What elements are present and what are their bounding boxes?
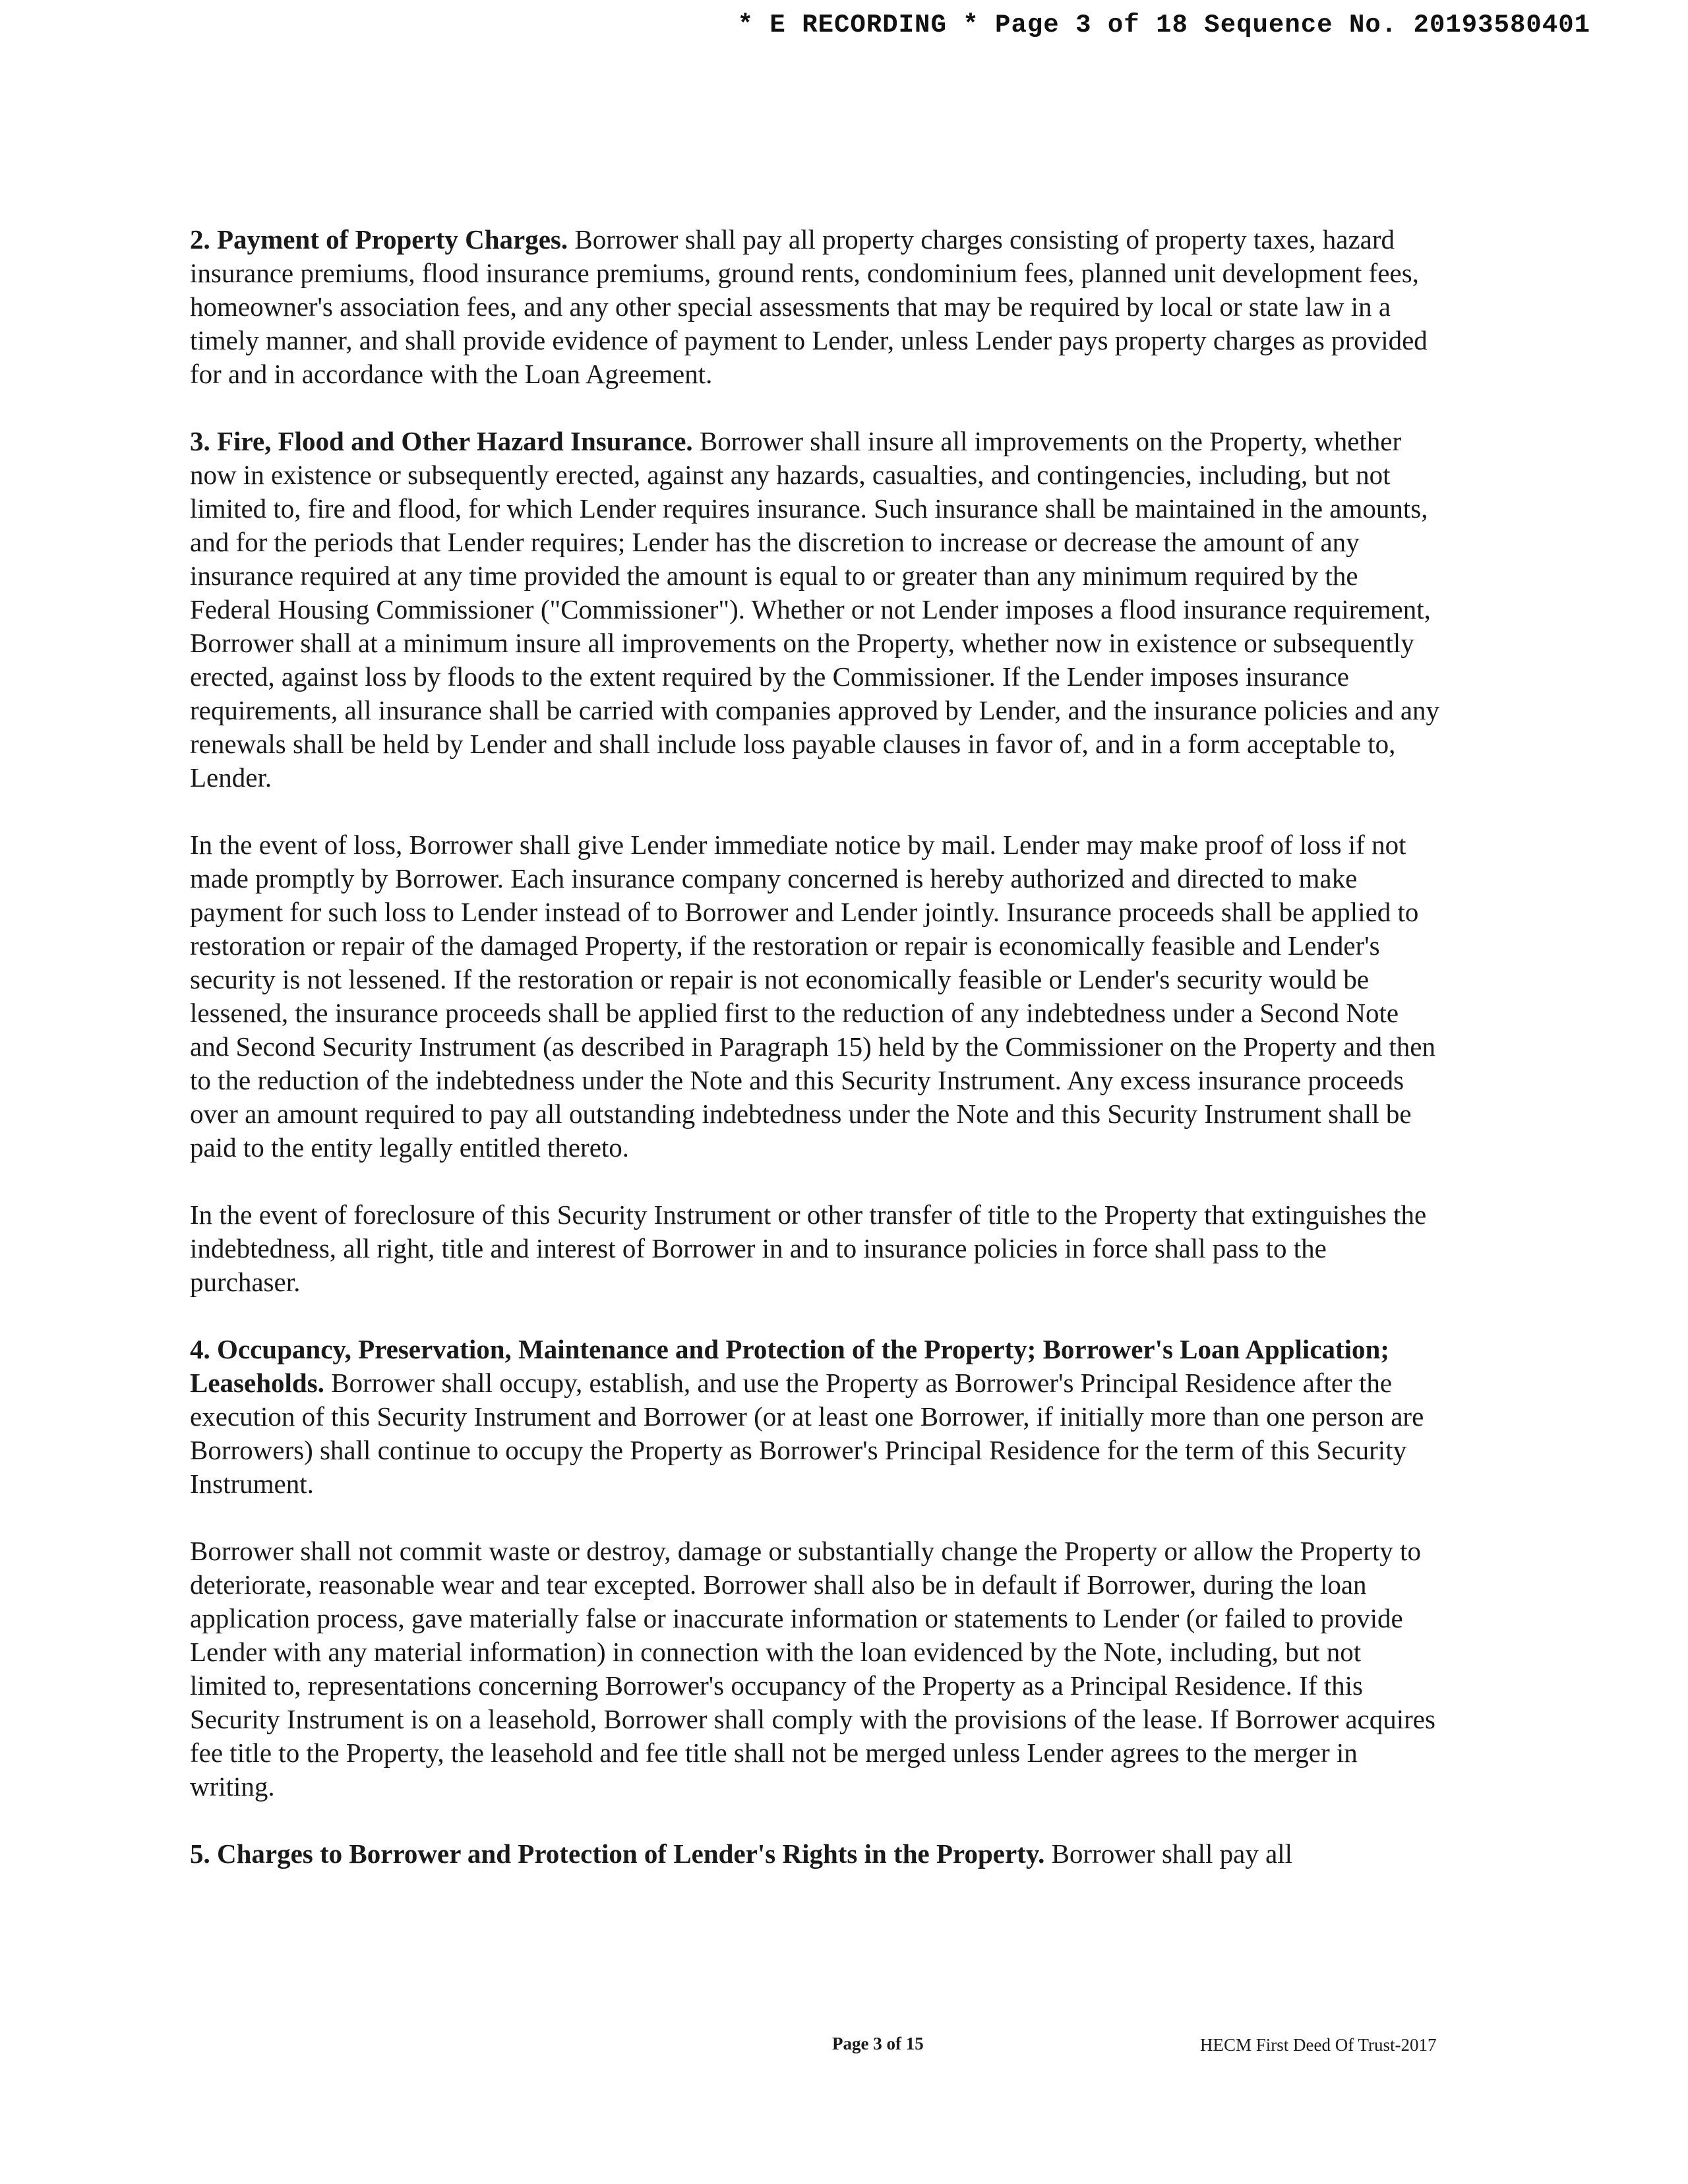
paragraph-event-of-foreclosure — [190, 1198, 1443, 1299]
paragraph-text: In the event of foreclosure of this Security Instrument or other transfer of title to the Property that extinguishes the indebtedness, all right, title and interest of Borrower in and to insurance policies in force shall pass to the purchaser. — [190, 1199, 1427, 1297]
paragraph-text: Borrower shall occupy, establish, and use the Property as Borrower's Principal Residence after the execution of this Security Instrument and Borrower (or at least one Borrower, if initially more than one person are Borrowers) shall continue to occupy the Property as Borrower's Principal Residence for the term of this Security Instrument. — [190, 1368, 1424, 1499]
paragraph-event-of-loss — [190, 828, 1443, 1165]
paragraph-text: In the event of loss, Borrower shall give Lender immediate notice by mail. Lender may make proof of loss if not made promptly by Borrower. Each insurance company concerned is hereby authorized and directed to make payment for such loss to Lender instead of to Borrower and Lender jointly. Insurance proceeds shall be applied to restoration or repair of the damaged Property, if the restoration or repair is economically feasible and Lender's security is not lessened. If the restoration or repair is not economically feasible or Lender's security would be lessened, the insurance proceeds shall be applied first to the reduction of any indebtedness under a Second Note and Second Security Instrument (as described in Paragraph 15) held by the Commissioner on the Property and then to the reduction of the indebtedness under the Note and this Security Instrument. Any excess insurance proceeds over an amount required to pay all outstanding indebtedness under the Note and this Security Instrument shall be paid to the entity legally entitled thereto. — [190, 830, 1435, 1163]
paragraph-waste-default — [190, 1534, 1443, 1804]
section-heading: 5. Charges to Borrower and Protection of Lender's Rights in the Property. — [190, 1838, 1045, 1869]
paragraph-payment-of-property-charges — [190, 223, 1443, 391]
paragraph-text: Borrower shall not commit waste or destroy, damage or substantially change the Property or allow the Property to deteriorate, reasonable wear and tear excepted. Borrower shall also be in default if Borrower, during the loan application process, gave materially false or inaccurate information or statements to Lender (or failed to provide Lender with any material information) in connection with the loan evidenced by the Note, including, but not limited to, representations concerning Borrower's occupancy of the Property as a Principal Residence. If this Security Instrument is on a leasehold, Borrower shall comply with the provisions of the lease. If Borrower acquires fee title to the Property, the leasehold and fee title shall not be merged unless Lender agrees to the merger in writing. — [190, 1536, 1435, 1802]
footer-page-number: Page 3 of 15 — [832, 2034, 924, 2053]
recording-header: * E RECORDING * Page 3 of 18 Sequence No. 20193580401 — [737, 11, 1590, 40]
footer-form-name: HECM First Deed Of Trust-2017 — [1200, 2035, 1437, 2055]
paragraph-hazard-insurance — [190, 425, 1443, 795]
section-heading: 4. Occupancy, Preservation, Maintenance and Protection of the Property; Borrower's Loan Application; Leaseholds. — [190, 1334, 1390, 1398]
section-heading: 3. Fire, Flood and Other Hazard Insurance. — [190, 426, 693, 456]
section-heading: 2. Payment of Property Charges. — [190, 224, 568, 255]
paragraph-text: Borrower shall insure all improvements on the Property, whether now in existence or subsequently erected, against any hazards, casualties, and contingencies, including, but not limited to, fire and flood, for which Lender requires insurance. Such insurance shall be maintained in the amounts, and for the periods that Lender requires; Lender has the discretion to increase or decrease the amount of any insurance required at any time provided the amount is equal to or greater than any minimum required by the Federal Housing Commissioner ("Commissioner"). Whether or not Lender imposes a flood insurance requirement, Borrower shall at a minimum insure all improvements on the Property, whether now in existence or subsequently erected, against loss by floods to the extent required by the Commissioner. If the Lender imposes insurance requirements, all insurance shall be carried with companies approved by Lender, and the insurance policies and any renewals shall be held by Lender and shall include loss payable clauses in favor of, and in a form acceptable to, Lender. — [190, 426, 1440, 793]
paragraph-text: Borrower shall pay all — [1044, 1838, 1293, 1869]
document-body — [190, 223, 1443, 1871]
paragraph-charges-to-borrower — [190, 1837, 1443, 1871]
paragraph-occupancy — [190, 1333, 1443, 1501]
paragraph-text: Borrower shall pay all property charges consisting of property taxes, hazard insurance premiums, flood insurance premiums, ground rents, condominium fees, planned unit development fees, homeowner's association fees, and any other special assessments that may be required by local or state law in a timely manner, and shall provide evidence of payment to Lender, unless Lender pays property charges as provided for and in accordance with the Loan Agreement. — [190, 224, 1428, 389]
